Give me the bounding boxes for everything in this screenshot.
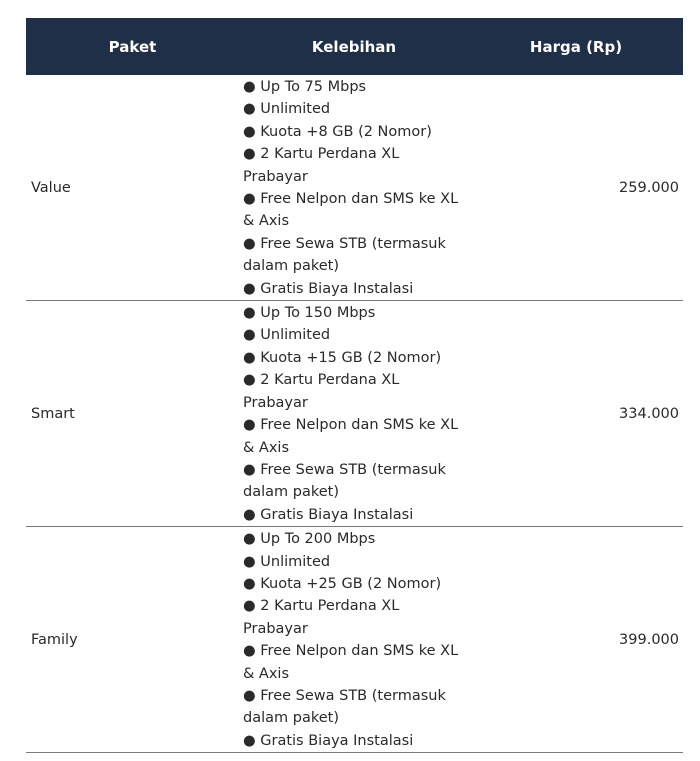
header-paket: Paket — [108, 37, 157, 56]
row-paket-name: Family — [31, 631, 78, 648]
feature-item: ● Unlimited — [243, 327, 331, 344]
table-row — [26, 301, 683, 527]
feature-item: ● Kuota +25 GB (2 Nomor) — [243, 575, 442, 592]
feature-item: ● Kuota +8 GB (2 Nomor) — [243, 123, 432, 140]
pricing-table-container — [26, 18, 683, 753]
row-price: 334.000 — [619, 405, 679, 422]
feature-item: ● Unlimited — [243, 553, 331, 570]
feature-item: ● Free Sewa STB (termasuk dalam paket) — [243, 235, 446, 275]
feature-item: ● Kuota +15 GB (2 Nomor) — [243, 349, 442, 366]
feature-item: ● 2 Kartu Perdana XL Prabayar — [243, 598, 400, 637]
feature-item: ● Up To 150 Mbps — [243, 305, 376, 322]
table-row — [26, 75, 683, 301]
row-paket-name: Smart — [31, 405, 75, 422]
header-kelebihan: Kelebihan — [311, 37, 397, 56]
header-row — [26, 18, 683, 75]
row-features — [239, 527, 469, 753]
feature-item: ● Free Sewa STB (termasuk dalam paket) — [243, 687, 446, 727]
feature-item: ● Gratis Biaya Instalasi — [243, 732, 414, 749]
feature-item: ● Gratis Biaya Instalasi — [243, 280, 414, 297]
table-header — [26, 18, 683, 75]
feature-item: ● Free Nelpon dan SMS ke XL & Axis — [243, 417, 459, 456]
feature-item: ● Up To 75 Mbps — [243, 79, 367, 95]
feature-item: ● 2 Kartu Perdana XL Prabayar — [243, 372, 400, 411]
feature-item: ● Free Sewa STB (termasuk dalam paket) — [243, 461, 446, 501]
table-row — [26, 527, 683, 753]
row-features — [239, 301, 469, 527]
row-paket-name: Value — [31, 179, 71, 196]
row-price: 399.000 — [619, 631, 679, 648]
row-features — [239, 75, 469, 301]
row-price: 259.000 — [619, 179, 679, 196]
table-body — [26, 75, 683, 753]
header-harga: Harga (Rp) — [529, 37, 623, 56]
feature-item: ● Unlimited — [243, 101, 331, 118]
feature-item: ● Free Nelpon dan SMS ke XL & Axis — [243, 643, 459, 682]
feature-item: ● 2 Kartu Perdana XL Prabayar — [243, 146, 400, 185]
feature-item: ● Gratis Biaya Instalasi — [243, 506, 414, 523]
pricing-table — [26, 18, 683, 753]
feature-item: ● Free Nelpon dan SMS ke XL & Axis — [243, 191, 459, 230]
feature-item: ● Up To 200 Mbps — [243, 531, 376, 548]
